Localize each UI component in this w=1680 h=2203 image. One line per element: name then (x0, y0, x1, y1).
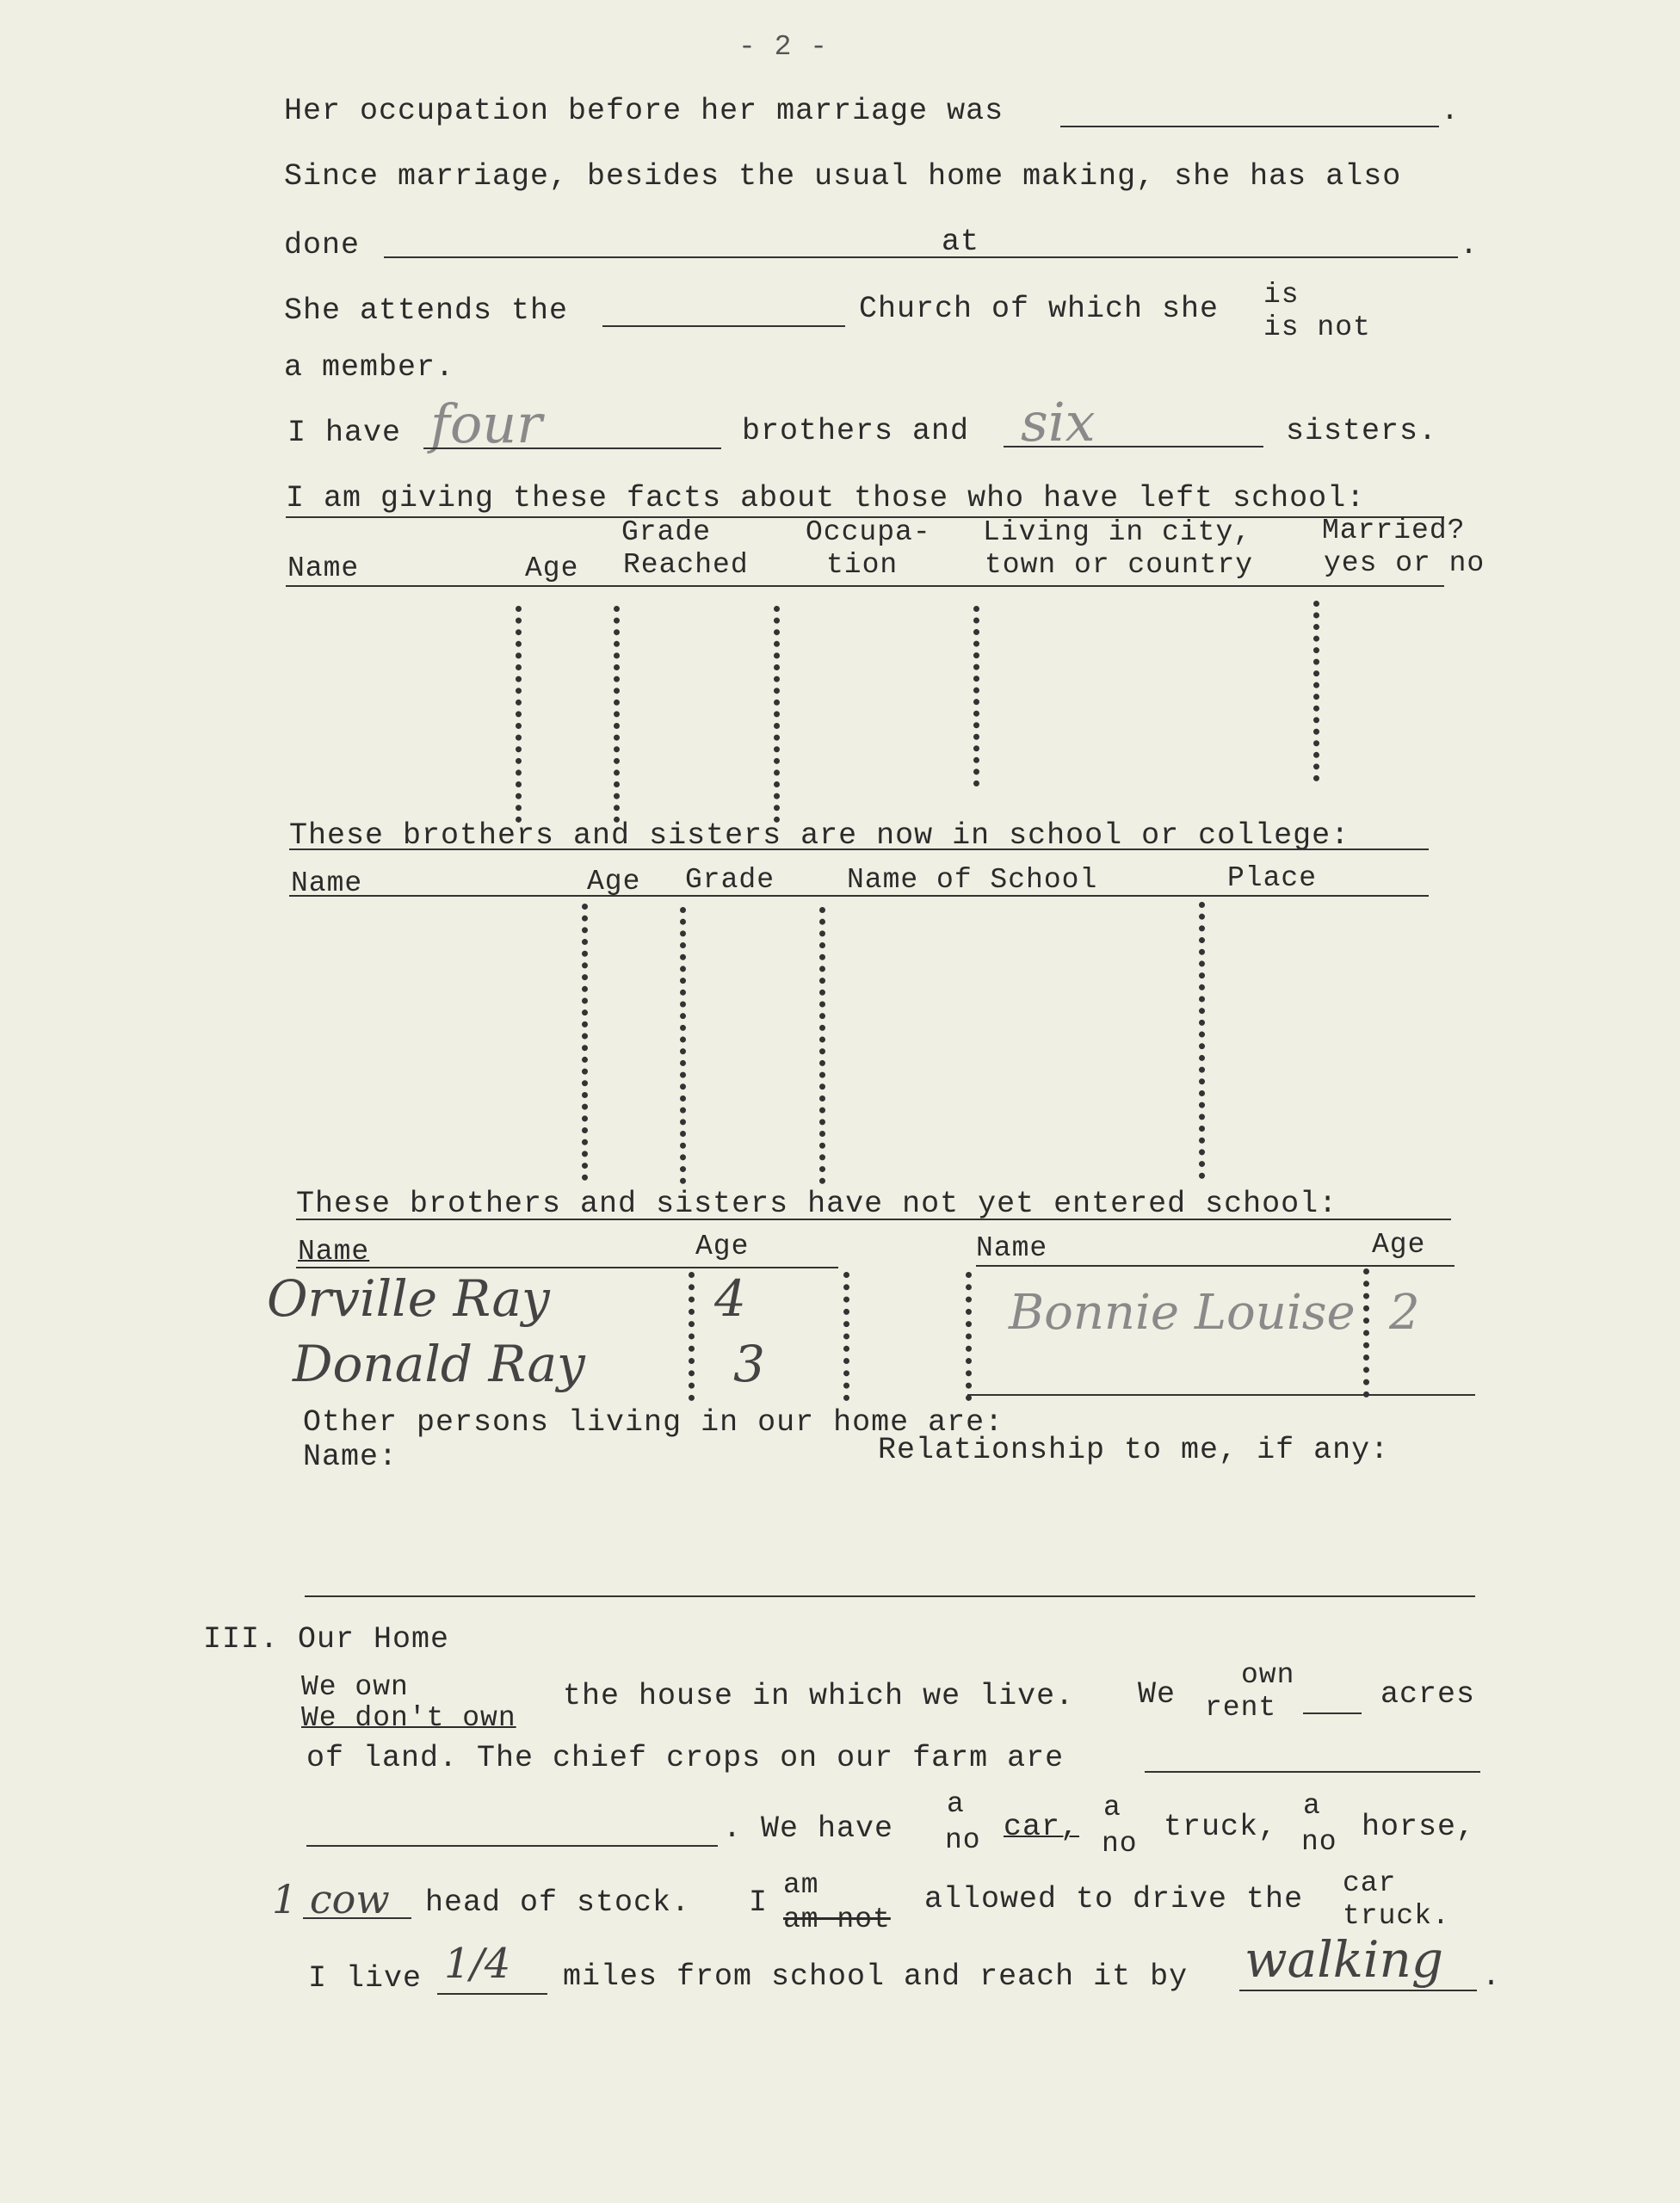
acres-label: acres (1380, 1677, 1476, 1712)
heading-underline (296, 1219, 1451, 1220)
column-separator (1363, 1268, 1369, 1398)
at-label: at (942, 225, 980, 259)
land-text: of land. The chief crops on our farm are (306, 1741, 1065, 1775)
col-occupation-2: tion (826, 549, 899, 581)
stock-blank[interactable] (303, 1917, 411, 1919)
is-not-option[interactable]: is not (1263, 312, 1371, 343)
since-marriage-label: Since marriage, besides the usual home making, she has also (284, 159, 1402, 194)
we-dont-own-option[interactable]: We don't own (301, 1702, 516, 1734)
column-header-underline (286, 585, 1444, 587)
sibling-age-handwritten: 2 (1389, 1285, 1420, 1341)
crops-blank-continued[interactable] (306, 1845, 718, 1847)
done-label: done (284, 228, 361, 262)
column-separator (614, 606, 620, 823)
sibling-name-handwritten: Orville Ray (267, 1269, 550, 1328)
horse-no-option[interactable]: no (1301, 1826, 1337, 1858)
column-separator (1313, 601, 1319, 781)
occupation-label: Her occupation before her marriage was (284, 94, 1004, 128)
sisters-count-handwritten: six (1021, 391, 1096, 454)
am-not-option[interactable]: am not (783, 1904, 891, 1935)
car-a-option[interactable]: a (947, 1788, 965, 1820)
miles-blank[interactable] (437, 1993, 547, 1995)
church-label: Church of which she (859, 292, 1220, 326)
we-have-label: . We have (723, 1811, 894, 1846)
brothers-count-handwritten: four (430, 392, 542, 455)
column-header-underline (296, 1267, 838, 1268)
period: . (1482, 1959, 1502, 1994)
sisters-label: sisters. (1286, 414, 1438, 448)
house-text: the house in which we live. (563, 1679, 1075, 1713)
truck-a-option[interactable]: a (1103, 1792, 1121, 1823)
miles-handwritten: 1/4 (444, 1940, 511, 1988)
occupation-blank[interactable] (1060, 126, 1439, 127)
horse-label: horse, (1362, 1810, 1476, 1844)
column-separator (516, 606, 522, 823)
brothers-blank[interactable] (423, 447, 721, 449)
col-name: Name (298, 1236, 370, 1268)
other-persons-heading: Other persons living in our home are: (303, 1405, 1004, 1440)
truck-label: truck, (1164, 1810, 1278, 1844)
truck-no-option[interactable]: no (1102, 1828, 1138, 1860)
period: . (1460, 228, 1479, 262)
col-married-2: yes or no (1324, 547, 1485, 579)
am-option[interactable]: am (783, 1869, 819, 1901)
stock-count-handwritten: 1 cow (272, 1876, 390, 1922)
church-blank[interactable] (602, 325, 845, 327)
in-school-heading: These brothers and sisters are now in school or college: (289, 818, 1350, 853)
column-header-underline (976, 1265, 1455, 1267)
column-separator (689, 1272, 695, 1401)
miles-text: miles from school and reach it by (563, 1959, 1189, 1994)
col-age-right: Age (1372, 1229, 1426, 1261)
allowed-label: allowed to drive the (924, 1882, 1304, 1916)
col-age: Age (587, 866, 641, 898)
we-own-option[interactable]: We own (301, 1671, 409, 1703)
col-grade-2: Reached (623, 549, 749, 581)
truck-option[interactable]: truck. (1343, 1900, 1450, 1932)
column-separator (680, 907, 686, 1184)
col-living-2: town or country (985, 549, 1254, 581)
column-separator (1199, 902, 1205, 1179)
sibling-name-handwritten: Donald Ray (293, 1335, 585, 1393)
other-persons-blank[interactable] (305, 1595, 1475, 1597)
col-name: Name (287, 552, 360, 584)
column-separator (774, 606, 780, 823)
column-separator (966, 1272, 972, 1401)
section3-heading: III. Our Home (203, 1622, 450, 1657)
horse-a-option[interactable]: a (1303, 1790, 1321, 1822)
i-label: I (749, 1885, 769, 1920)
page-number: - 2 - (738, 31, 829, 63)
column-separator (843, 1272, 849, 1401)
other-name-label: Name: (303, 1440, 398, 1474)
car-no-option[interactable]: no (945, 1824, 981, 1856)
col-age: Age (695, 1231, 750, 1262)
col-grade-1: Grade (621, 516, 712, 548)
col-name: Name (291, 867, 363, 899)
car-option[interactable]: car (1343, 1867, 1397, 1899)
col-grade: Grade (685, 864, 775, 896)
column-header-underline (289, 895, 1429, 897)
car-label: car, (1004, 1810, 1080, 1844)
left-school-heading: I am giving these facts about those who have left school: (286, 481, 1366, 515)
done-blank[interactable] (384, 256, 1458, 258)
crops-blank[interactable] (1145, 1771, 1480, 1773)
col-place: Place (1227, 862, 1318, 894)
stock-label: head of stock. (425, 1885, 691, 1920)
i-have-label: I have (287, 416, 402, 450)
col-school-name: Name of School (847, 864, 1098, 896)
sibling-age-handwritten: 3 (733, 1335, 765, 1393)
column-separator (819, 907, 825, 1184)
sibling-age-handwritten: 4 (714, 1269, 746, 1328)
own-option[interactable]: own (1241, 1659, 1295, 1691)
col-occupation-1: Occupa- (806, 516, 931, 548)
brothers-and-label: brothers and (742, 414, 970, 448)
rent-option[interactable]: rent (1205, 1692, 1277, 1724)
reach-method-handwritten: walking (1245, 1930, 1443, 1989)
not-entered-heading: These brothers and sisters have not yet entered school: (296, 1187, 1338, 1221)
column-separator (973, 606, 979, 787)
we-label: We (1138, 1677, 1177, 1712)
col-name-right: Name (976, 1232, 1048, 1264)
attends-label: She attends the (284, 293, 569, 328)
heading-underline (289, 848, 1429, 850)
period: . (1441, 94, 1461, 128)
col-age: Age (525, 552, 579, 584)
member-label: a member. (284, 350, 455, 385)
col-living-1: Living in city, (983, 516, 1252, 548)
acres-blank[interactable] (1303, 1712, 1362, 1714)
column-separator (582, 904, 588, 1181)
relationship-label: Relationship to me, if any: (878, 1433, 1390, 1467)
sibling-name-handwritten: Bonnie Louise (1009, 1285, 1356, 1341)
col-married-1: Married? (1322, 515, 1466, 546)
is-option[interactable]: is (1263, 279, 1300, 311)
i-live-label: I live (308, 1961, 423, 1996)
sisters-blank[interactable] (1004, 446, 1263, 447)
row-underline (967, 1394, 1475, 1396)
reach-blank[interactable] (1239, 1990, 1477, 1991)
